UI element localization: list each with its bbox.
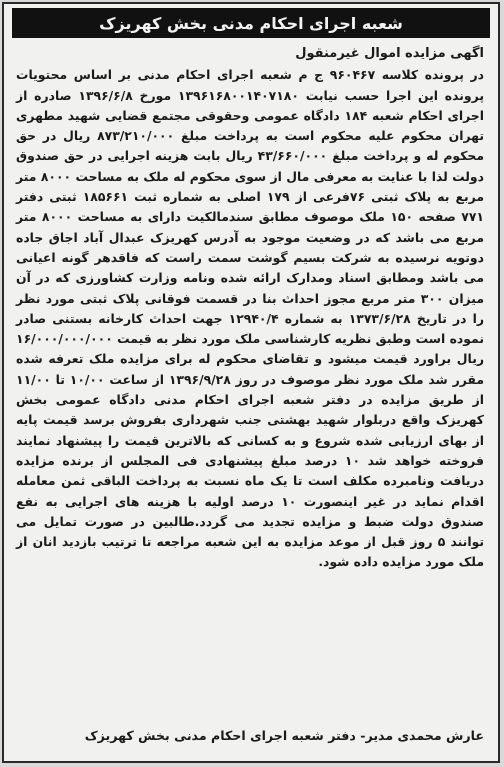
notice-text: در پرونده کلاسه ۹۶۰۴۶۷ ج م شعبه اجرای احکام مدنی بر اساس محتویات پرونده این اجرا حسب نیابت ۱۳۹۶۱۶۸۰۰۱۴۰۷۱۸۰ مورخ ۱۳۹۶/۶/۸ صادره از اجرای احکام شعبه ۱۸۴ دادگاه عمومی وحقوقی مجتمع قضایی شهید مطهری تهران محکوم علیه محکوم است به پرداخت مبلغ ۸۷۳/۲۱۰/۰۰۰ ریال در حق محکوم له و پرداخت مبلغ ۴۳/۶۶۰/۰۰۰ ریال بابت هزینه اجرایی در حق صندوق دولت لذا با عنایت به معرفی مال از سوی محکوم له ملک به مساحت ۸۰۰۰ متر مربع به پلاک ثبتی ۷۶فرعی از ۱۷۹ اصلی به شماره ثبت ۱۸۵۶۶۱ ثبتی دفتر ۷۷۱ صفحه ۱۵۰ ملک موصوف مطابق سندمالکیت دارای به مساحت ۸۰۰۰ متر مربع می باشد که در وضعیت موجود به آدرس کهریزک عبدال آباد اجاق جاده دوتویه نرسیده به شرکت بسیم گوشت سمت راست که فاقدهر گونه اعیانی می باشد ومطابق اسناد ومدارک ارائه شده ونامه وزارت کشاورزی که در آن میزان ۳۰۰ متر مربع مجوز احداث بنا در قسمت فوقانی پلاک ثبتی مورد نظر را در تاریخ ۱۳۷۳/۶/۲۸ به شماره ۱۲۹۴۰/۴ جهت احداث کارخانه بستنی صادر نموده است وطبق نظریه کارشناسی ملک مورد نظر به قیمت ۱۶/۰۰۰/۰۰۰/۰۰۰ ریال براورد قیمت میشود و تقاضای محکوم له برای مزایده ملک تعرفه شده مقرر شد ملک مورد نظر موصوف در روز ۱۳۹۶/۹/۲۸ از ساعت ۱۰/۰۰ تا ۱۱/۰۰ از طریق مزایده در دفتر شعبه اجرای احکام مدنی دادگاه عمومی بخش کهریزک واقع دربلوار شهید بهشتی جنب شهرداری بفروش برسد قیمت پایه از بهای ارزیابی شده شروع و به کسانی که بالاترین قیمت را پیشنهاد نمایند فروخته خواهد شد ۱۰ درصد مبلغ پیشنهادی فی المجلس از برنده مزایده دریافت ونامبرده مکلف است تا یک ماه نسبت به پرداخت الباقی ثمن معامله اقدام نماید در غیر اینصورت ۱۰ درصد اولیه با هزینه های اجرایی به نفع صندوق دولت ضبط و مزایده تجدید می گردد.طالبین در صورت تمایل می توانند ۵ روز قبل از موعد مزایده به این شعبه مراجعه تا ترتیب بازدید انان از ملک مورد مزایده داده شود. xyxy=(16,67,485,570)
notice-header xyxy=(12,8,490,38)
notice-body xyxy=(16,44,484,573)
signature: عارش محمدی مدیر- دفتر شعبه اجرای احکام مدنی بخش کهریزک xyxy=(84,728,484,743)
notice-title: اگهی مزایده اموال غیرمنقول xyxy=(295,46,484,61)
newspaper-clipping xyxy=(2,2,500,763)
header-title: شعبه اجرای احکام مدنی بخش کهریزک xyxy=(99,13,403,33)
